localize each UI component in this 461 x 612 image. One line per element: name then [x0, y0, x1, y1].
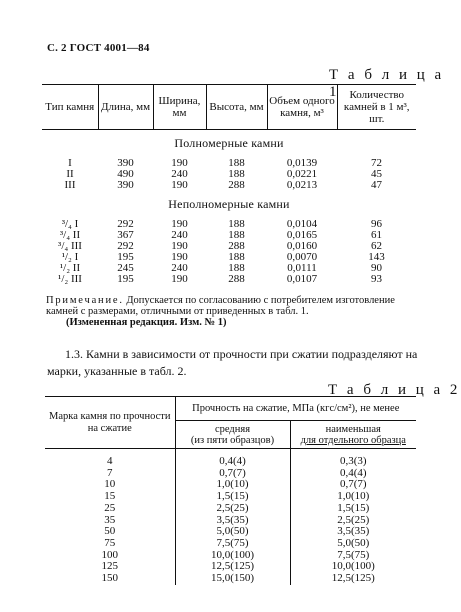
note-edition: (Измененная редакция. Изм. № 1)	[66, 317, 227, 328]
table-cell: 10,0(100)	[290, 561, 416, 573]
table-cell: 47	[371, 179, 382, 191]
table-cell: 5,0(50)	[175, 526, 290, 538]
paragraph-1-3: 1.3. Камни в зависимости от прочности при сжатии подразделяют на марки, указанные в табл. 2.	[47, 347, 418, 378]
table-cell: 93	[371, 273, 382, 285]
min-sub-label: для отдельного образца	[300, 434, 406, 446]
table-cell: 188	[228, 251, 245, 263]
table1-group-row	[42, 130, 416, 159]
mean-sub-label: (из пяти образцов)	[190, 434, 275, 446]
table-cell: 490	[117, 168, 134, 180]
table-cell: 0,3(3)	[290, 449, 416, 468]
table-cell: ³/₄ II	[59, 229, 81, 241]
table-cell: 240	[171, 168, 188, 180]
table-cell: 15	[45, 491, 175, 503]
group-title: Неполномерные камни	[168, 197, 290, 211]
table-cell: 190	[171, 273, 188, 285]
table-cell: ¹/₂ II	[59, 262, 81, 274]
table-cell: 72	[371, 157, 382, 169]
table-cell: 188	[228, 157, 245, 169]
table-cell: 7,5(75)	[290, 550, 416, 562]
table-cell: 12,5(125)	[290, 573, 416, 585]
table-cell: 292	[117, 218, 134, 230]
table2-caption: Т а б л и ц а 2	[328, 382, 461, 398]
table-cell: 288	[228, 240, 245, 252]
table-cell: 100	[45, 550, 175, 562]
table-cell: 188	[228, 262, 245, 274]
table-row	[45, 573, 416, 585]
table-cell: 188	[228, 229, 245, 241]
table2-header-row	[45, 397, 416, 421]
table-row	[45, 449, 416, 468]
table-cell: 2,5(25)	[290, 515, 416, 527]
min-label: наименьшая	[325, 423, 381, 435]
table-cell: 0,0139	[286, 157, 318, 169]
table-cell: 7	[45, 468, 175, 480]
table-cell: 190	[171, 251, 188, 263]
table-cell: 190	[171, 240, 188, 252]
table-cell: ³/₄ I	[61, 218, 79, 230]
table-cell: 0,0213	[286, 179, 318, 191]
note-text: Допускается по согласованию с потребителем изготовление камней с размерами, отличными от приведенных в табл. 1.	[46, 295, 395, 317]
table-cell: 0,4(4)	[290, 468, 416, 480]
table2-body	[45, 449, 416, 585]
table-cell: 288	[228, 273, 245, 285]
table-cell: 288	[228, 179, 245, 191]
table-cell: 1,5(15)	[175, 491, 290, 503]
col-header-length: Длина, мм	[98, 85, 153, 130]
table-cell: 5,0(50)	[290, 538, 416, 550]
strength-grade-table	[45, 396, 416, 585]
col-header-min	[290, 421, 416, 449]
table-cell: 125	[45, 561, 175, 573]
col-header-volume: Объем одного камня, м³	[267, 85, 337, 130]
table-cell: 0,0107	[286, 273, 318, 285]
table-cell: 7,5(75)	[175, 538, 290, 550]
table-cell: 1,5(15)	[290, 503, 416, 515]
mean-label: средняя	[214, 423, 251, 435]
table-cell: 0,7(7)	[290, 479, 416, 491]
col-header-mean	[175, 421, 290, 449]
table-cell: 195	[117, 251, 134, 263]
table-cell: 2,5(25)	[175, 503, 290, 515]
table1-header-row	[42, 85, 416, 130]
table-cell: 4	[45, 449, 175, 468]
table-cell: 292	[117, 240, 134, 252]
table-cell: 0,4(4)	[175, 449, 290, 468]
table-cell: 367	[117, 229, 134, 241]
col-header-width: Ширина, мм	[153, 85, 206, 130]
table-cell: 190	[171, 157, 188, 169]
table-cell: 0,0070	[286, 251, 318, 263]
table1-group-row	[42, 191, 416, 219]
table-cell: ³/₄ III	[58, 240, 82, 252]
table-cell: 50	[45, 526, 175, 538]
table1-body	[42, 130, 416, 286]
table-cell: 90	[371, 262, 382, 274]
table-cell: 0,0104	[286, 218, 318, 230]
col-header-grade: Марка камня по прочности на сжатие	[45, 397, 175, 449]
stone-dimensions-table	[42, 84, 416, 285]
table-cell: 3,5(35)	[175, 515, 290, 527]
table-cell: III	[64, 179, 76, 191]
col-header-strength: Прочность на сжатие, МПа (кгс/см²), не менее	[175, 397, 416, 421]
table-cell: 188	[228, 168, 245, 180]
table-cell: ¹/₂ I	[61, 251, 79, 263]
col-header-type: Тип камня	[42, 85, 98, 130]
table-cell: II	[66, 168, 74, 180]
table-cell: 240	[171, 229, 188, 241]
table-cell: 190	[171, 218, 188, 230]
table-cell: ¹/₂ III	[58, 273, 82, 285]
group-title: Полномерные камни	[174, 136, 284, 150]
table-cell: 195	[117, 273, 134, 285]
page-header: С. 2 ГОСТ 4001—84	[47, 42, 150, 54]
table-cell: 0,0221	[286, 168, 318, 180]
table-cell: 75	[45, 538, 175, 550]
note-lead: Примечание.	[46, 295, 124, 306]
col-header-height: Высота, мм	[206, 85, 267, 130]
table-cell: 0,7(7)	[175, 468, 290, 480]
table-cell: 150	[45, 573, 175, 585]
table-cell: 35	[45, 515, 175, 527]
table-cell: 15,0(150)	[175, 573, 290, 585]
table1-caption: Т а б л и ц а 1	[329, 67, 445, 100]
table-cell: 188	[228, 218, 245, 230]
col-header-quantity: Количество камней в 1 м³, шт.	[337, 85, 416, 130]
table-row	[42, 274, 416, 285]
table-cell: 61	[371, 229, 382, 241]
table-cell: 190	[171, 179, 188, 191]
table-cell: 96	[371, 218, 382, 230]
table-cell: 143	[368, 251, 385, 263]
table-row	[45, 538, 416, 550]
table-row	[42, 180, 416, 191]
table-cell: 0,0111	[287, 262, 317, 274]
table-cell: 10,0(100)	[175, 550, 290, 562]
table-cell: 0,0160	[286, 240, 318, 252]
table-cell: 245	[117, 262, 134, 274]
table-cell: 10	[45, 479, 175, 491]
table-cell: 240	[171, 262, 188, 274]
table1-note	[46, 295, 418, 328]
table-cell: 45	[371, 168, 382, 180]
table-cell: 62	[371, 240, 382, 252]
table-cell: 3,5(35)	[290, 526, 416, 538]
table-cell: 390	[117, 157, 134, 169]
table-row	[45, 503, 416, 515]
table-cell: I	[68, 157, 72, 169]
table-cell: 12,5(125)	[175, 561, 290, 573]
table-cell: 1,0(10)	[175, 479, 290, 491]
table-cell: 25	[45, 503, 175, 515]
table-cell: 390	[117, 179, 134, 191]
table-cell: 0,0165	[286, 229, 318, 241]
table-cell: 1,0(10)	[290, 491, 416, 503]
